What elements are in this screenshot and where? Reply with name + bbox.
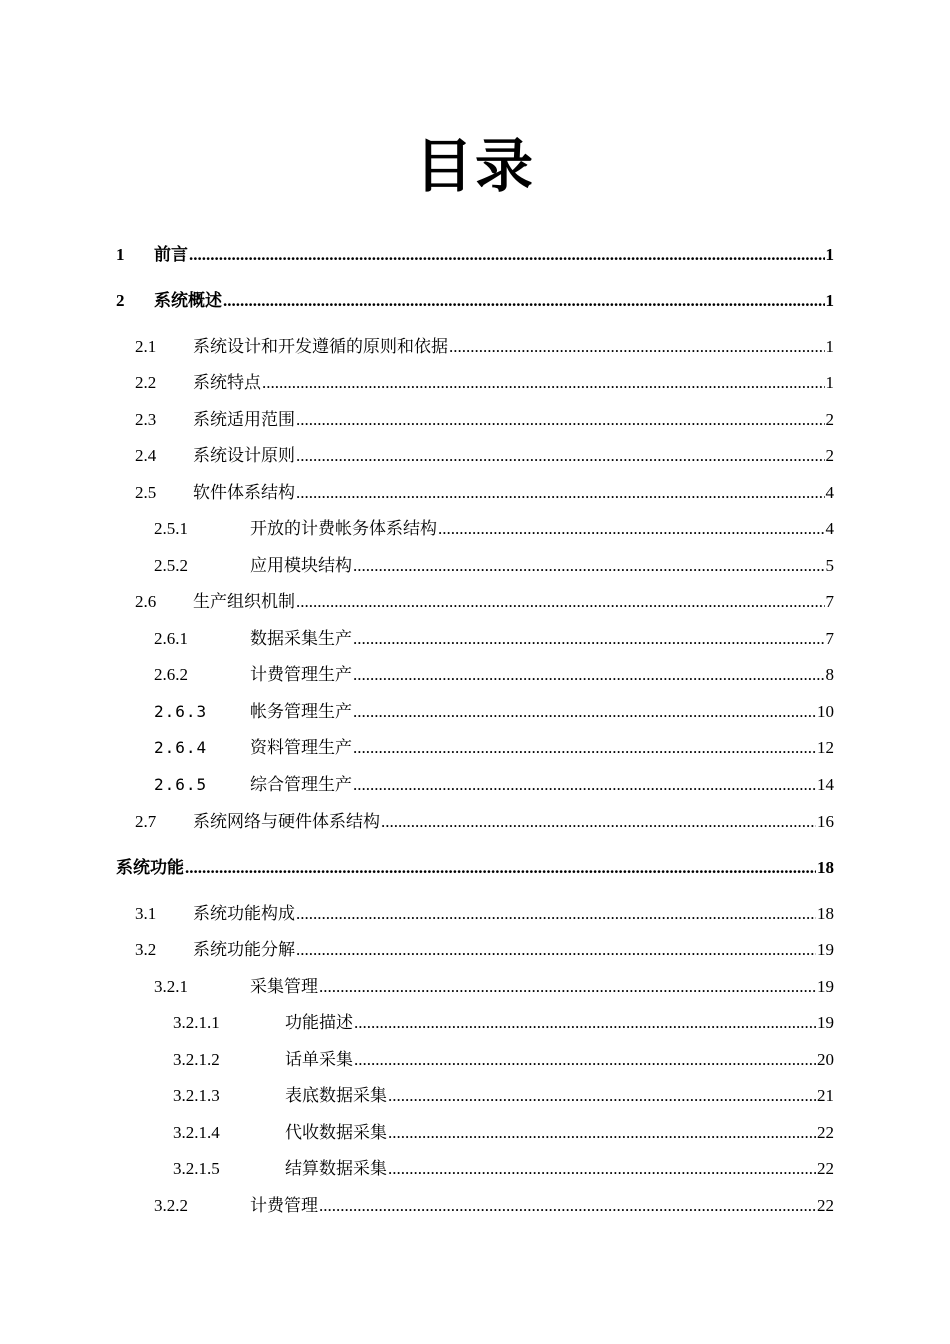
toc-number: 2.2 xyxy=(135,373,157,392)
toc-number: 2.5.1 xyxy=(154,519,188,538)
toc-page: 5 xyxy=(825,556,834,575)
toc-leader xyxy=(353,663,825,687)
toc-page: 18 xyxy=(817,858,834,877)
toc-leader xyxy=(353,773,816,797)
toc-label: 前言 xyxy=(154,245,188,264)
toc-number: 2.6 xyxy=(135,592,157,611)
toc-number: 2.6.3 xyxy=(154,702,208,721)
toc-entry[interactable] xyxy=(135,902,834,926)
toc-entry[interactable] xyxy=(135,335,834,359)
toc-page: 19 xyxy=(817,940,834,959)
toc-page: 19 xyxy=(817,1013,834,1032)
toc-number: 3.2.1.1 xyxy=(173,1013,220,1032)
toc-leader xyxy=(319,1194,816,1218)
toc-entry[interactable] xyxy=(135,371,834,395)
toc-leader xyxy=(296,444,825,468)
toc-number: 2.1 xyxy=(135,337,157,356)
toc-label: 帐务管理生产 xyxy=(250,702,352,721)
toc-number: 2.6.5 xyxy=(154,775,208,794)
toc-label: 数据采集生产 xyxy=(250,629,352,648)
toc-number: 2.3 xyxy=(135,410,157,429)
toc-number: 3.2.1.4 xyxy=(173,1123,220,1142)
toc-number: 2.5 xyxy=(135,483,157,502)
toc-leader xyxy=(262,371,825,395)
toc-leader xyxy=(296,481,825,505)
toc-label: 系统功能 xyxy=(116,858,184,877)
toc-entry[interactable] xyxy=(173,1011,834,1035)
toc-page: 14 xyxy=(817,775,834,794)
toc-entry[interactable] xyxy=(135,408,834,432)
toc-entry[interactable] xyxy=(154,1194,834,1218)
toc-page: 8 xyxy=(825,665,834,684)
toc-number: 1 xyxy=(116,245,125,264)
toc-label: 话单采集 xyxy=(285,1050,353,1069)
toc-page: 22 xyxy=(817,1196,834,1215)
toc-page: 22 xyxy=(817,1159,834,1178)
toc-number: 3.2.1.3 xyxy=(173,1086,220,1105)
toc-leader xyxy=(185,856,816,880)
toc-number: 3.2.1.5 xyxy=(173,1159,220,1178)
toc-leader xyxy=(296,408,825,432)
toc-entry[interactable] xyxy=(154,554,834,578)
toc-leader xyxy=(296,902,816,926)
toc-entry[interactable] xyxy=(154,627,834,651)
toc-page: 4 xyxy=(825,519,834,538)
toc-label: 系统功能分解 xyxy=(193,940,295,959)
toc-label: 软件体系结构 xyxy=(193,483,295,502)
toc-label: 采集管理 xyxy=(250,977,318,996)
toc-page: 20 xyxy=(817,1050,834,1069)
toc-entry[interactable] xyxy=(116,289,834,313)
toc-label: 系统概述 xyxy=(154,291,222,310)
toc-leader xyxy=(388,1157,816,1181)
toc-page: 18 xyxy=(817,904,834,923)
toc-leader xyxy=(449,335,825,359)
toc-number: 3.1 xyxy=(135,904,157,923)
toc-entry[interactable] xyxy=(154,736,834,760)
toc-entry[interactable] xyxy=(135,590,834,614)
toc-page: 1 xyxy=(825,337,834,356)
toc-number: 2.4 xyxy=(135,446,157,465)
toc-entry[interactable] xyxy=(135,444,834,468)
toc-number: 2.5.2 xyxy=(154,556,188,575)
toc-leader xyxy=(388,1121,816,1145)
toc-label: 综合管理生产 xyxy=(250,775,352,794)
toc-number: 3.2.2 xyxy=(154,1196,188,1215)
toc-leader xyxy=(353,700,816,724)
toc-label: 结算数据采集 xyxy=(285,1159,387,1178)
toc-page: 1 xyxy=(825,373,834,392)
toc-label: 计费管理生产 xyxy=(250,665,352,684)
toc-leader xyxy=(354,1048,816,1072)
toc-number: 2.6.1 xyxy=(154,629,188,648)
toc-label: 系统设计原则 xyxy=(193,446,295,465)
toc-page: 22 xyxy=(817,1123,834,1142)
toc-page: 1 xyxy=(825,245,834,264)
toc-entry[interactable] xyxy=(135,938,834,962)
toc-entry[interactable] xyxy=(154,517,834,541)
toc-entry[interactable] xyxy=(154,773,834,797)
toc-entry[interactable] xyxy=(116,243,834,267)
toc-leader xyxy=(296,938,816,962)
toc-label: 功能描述 xyxy=(285,1013,353,1032)
toc-leader xyxy=(353,554,825,578)
toc-number: 3.2.1.2 xyxy=(173,1050,220,1069)
toc-page: 10 xyxy=(817,702,834,721)
toc-label: 应用模块结构 xyxy=(250,556,352,575)
toc-label: 表底数据采集 xyxy=(285,1086,387,1105)
toc-label: 计费管理 xyxy=(250,1196,318,1215)
toc-entry[interactable] xyxy=(135,810,834,834)
toc-leader xyxy=(189,243,825,267)
toc-page: 7 xyxy=(825,629,834,648)
toc-page: 2 xyxy=(825,446,834,465)
toc-page: 4 xyxy=(825,483,834,502)
toc-entry[interactable] xyxy=(154,975,834,999)
toc-page: 7 xyxy=(825,592,834,611)
toc-leader xyxy=(296,590,825,614)
toc-entry[interactable] xyxy=(135,481,834,505)
toc-entry[interactable] xyxy=(154,663,834,687)
toc-label: 资料管理生产 xyxy=(250,738,352,757)
toc-number: 2.6.4 xyxy=(154,738,208,757)
toc-entry[interactable] xyxy=(173,1157,834,1181)
toc-number: 2 xyxy=(116,291,125,310)
toc-label: 开放的计费帐务体系结构 xyxy=(250,519,437,538)
toc-leader xyxy=(319,975,816,999)
toc-page: 16 xyxy=(817,812,834,831)
toc-page: 19 xyxy=(817,977,834,996)
toc-label: 系统设计和开发遵循的原则和依据 xyxy=(193,337,448,356)
toc-label: 系统适用范围 xyxy=(193,410,295,429)
toc-page: 2 xyxy=(825,410,834,429)
toc-leader xyxy=(353,736,816,760)
toc-leader xyxy=(438,517,825,541)
toc-label: 代收数据采集 xyxy=(285,1123,387,1142)
toc-label: 系统特点 xyxy=(193,373,261,392)
toc-entry[interactable] xyxy=(154,700,834,724)
toc-entry[interactable] xyxy=(173,1048,834,1072)
toc-number: 2.6.2 xyxy=(154,665,188,684)
toc-number: 2.7 xyxy=(135,812,157,831)
toc-leader xyxy=(354,1011,816,1035)
document-title: 目录 xyxy=(414,132,535,200)
toc-label: 系统功能构成 xyxy=(193,904,295,923)
toc-leader xyxy=(388,1084,816,1108)
toc-label: 系统网络与硬件体系结构 xyxy=(193,812,380,831)
toc-entry[interactable] xyxy=(116,856,834,880)
toc-page: 12 xyxy=(817,738,834,757)
toc-entry[interactable] xyxy=(173,1121,834,1145)
toc-page: 21 xyxy=(817,1086,834,1105)
toc-leader xyxy=(223,289,825,313)
toc-entry[interactable] xyxy=(173,1084,834,1108)
toc-page: 1 xyxy=(825,291,834,310)
toc-number: 3.2 xyxy=(135,940,157,959)
toc-label: 生产组织机制 xyxy=(193,592,295,611)
toc-number: 3.2.1 xyxy=(154,977,188,996)
toc-leader xyxy=(353,627,825,651)
toc-leader xyxy=(381,810,816,834)
